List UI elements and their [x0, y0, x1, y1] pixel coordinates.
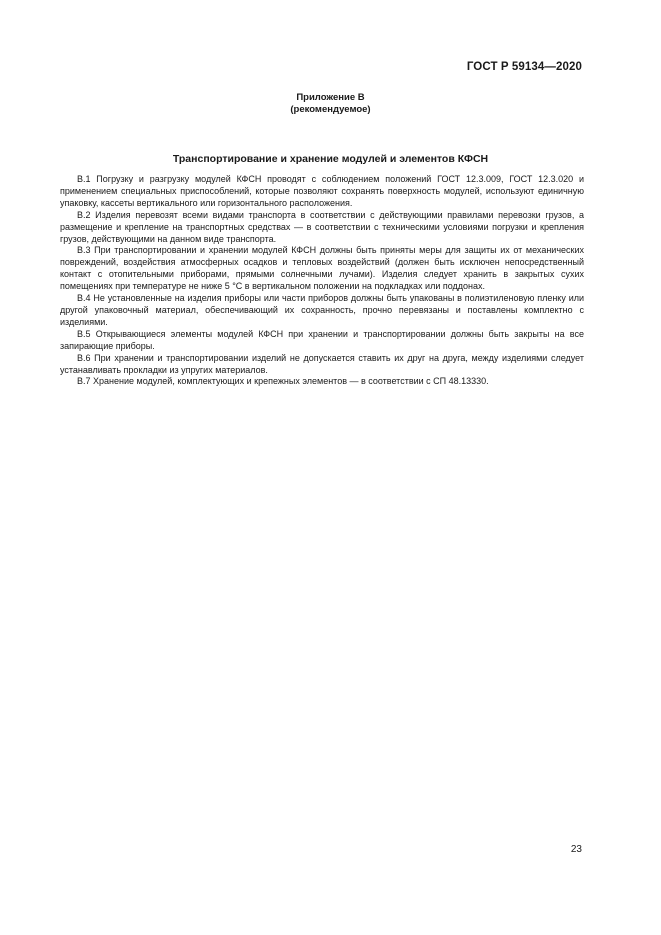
- paragraph-b5: В.5 Открывающиеся элементы модулей КФСН при хранении и транспортировании должны быть закрыты на все запирающие приборы.: [60, 328, 584, 351]
- standard-id: ГОСТ Р 59134—2020: [466, 61, 582, 73]
- section-title: Транспортирование и хранение модулей и элементов КФСН: [172, 153, 489, 165]
- page-number: 23: [570, 844, 582, 855]
- paragraph-b4: В.4 Не установленные на изделия приборы или части приборов должны быть упакованы в полиэтиленовую пленку или другой упаковочный материал, обеспечивающий их сохранность, прочно перевязаны и поставлены комплектно с изделиями.: [60, 293, 584, 327]
- appendix-subtitle: (рекомендуемое): [290, 104, 371, 115]
- appendix-title: Приложение В: [296, 92, 365, 103]
- paragraph-b6: В.6 При хранении и транспортировании изделий не допускается ставить их друг на друга, между изделиями следует устанавливать прокладки из упругих материалов.: [60, 352, 584, 375]
- appendix-heading: [0, 92, 661, 116]
- paragraph-b1: В.1 Погрузку и разгрузку модулей КФСН проводят с соблюдением положений ГОСТ 12.3.009, ГОСТ 12.3.020 и применением специальных приспособлений, которые позволяют сохранять поверхность модулей, используют единичную упаковку, кассеты вертикального или горизонтального расположения.: [60, 174, 584, 208]
- paragraph-b2: В.2 Изделия перевозят всеми видами транспорта в соответствии с действующими правилами перевозки грузов, а размещение и крепление на транспортных средствах — в соответствии с техническими условиями погрузки и крепления грузов, действующими на данном виде транспорта.: [60, 209, 584, 244]
- paragraph-b3: В.3 При транспортировании и хранении модулей КФСН должны быть приняты меры для защиты их от механических повреждений, воздействия атмосферных осадков и тепловых воздействий (должен быть исключен непосредственный контакт с отопительными приборами, прямыми солнечными лучами). Изделия следует хранить в закрытых сухих помещениях при температуре не ниже 5 °С в вертикальном положении на подкладках или поддонах.: [60, 245, 584, 292]
- body-text: [60, 174, 584, 388]
- paragraph-b7: В.7 Хранение модулей, комплектующих и крепежных элементов — в соответствии с СП 48.13330.: [77, 376, 489, 387]
